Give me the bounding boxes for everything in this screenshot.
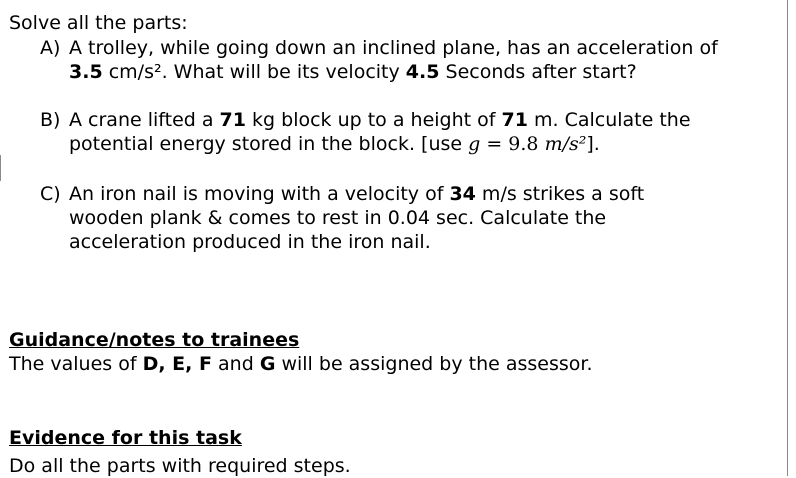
- part-b-mass: 71: [219, 109, 246, 131]
- part-c-label: C): [40, 183, 61, 205]
- part-c-velocity: 34: [449, 183, 476, 205]
- part-b-label: B): [40, 109, 61, 131]
- table-border-left: [0, 155, 1, 181]
- gravity-formula: [468, 133, 586, 155]
- part-b-text3: m. Calculate the: [527, 109, 691, 131]
- guidance-text2: and: [211, 353, 260, 375]
- part-b-text1: A crane lifted a: [69, 109, 220, 131]
- part-a-tail: Seconds after start?: [439, 61, 637, 83]
- part-c-text2: m/s strikes a soft: [475, 183, 645, 205]
- part-b-line1: [69, 108, 691, 132]
- gravity-unit-s: /s²: [562, 133, 587, 155]
- gravity-value: = 9.8: [480, 133, 545, 155]
- part-a-line1: A trolley, while going down an inclined plane, has an acceleration of: [69, 37, 718, 59]
- part-a-line2: [69, 60, 637, 84]
- part-a-accel-unit: cm/s².: [102, 61, 168, 83]
- evidence-title: Evidence for this task: [9, 427, 242, 449]
- gravity-unit-m: m: [544, 133, 563, 155]
- guidance-var-g: G: [259, 353, 276, 375]
- guidance-vars: D, E, F: [142, 353, 212, 375]
- part-a-acceleration: 3.5: [69, 61, 103, 83]
- guidance-text: [9, 352, 593, 376]
- part-b-text2: kg block up to a height of: [246, 109, 502, 131]
- gravity-symbol: g: [468, 133, 481, 155]
- part-b-height: 71: [501, 109, 528, 131]
- guidance-text1: The values of: [9, 353, 143, 375]
- part-c-line3: acceleration produced in the iron nail.: [69, 231, 431, 253]
- part-a-label: A): [40, 37, 61, 59]
- part-c-line1: [69, 182, 644, 206]
- part-c-line2: wooden plank & comes to rest in 0.04 sec. Calculate the: [69, 207, 607, 229]
- table-border-right: [787, 0, 788, 476]
- guidance-title: Guidance/notes to trainees: [9, 329, 300, 351]
- part-a-time: 4.5: [405, 61, 440, 83]
- part-b-text4: potential energy stored in the block. [use: [69, 133, 469, 155]
- part-b-text5: ].: [586, 133, 600, 155]
- evidence-text: Do all the parts with required steps.: [9, 455, 351, 477]
- intro-text: Solve all the parts:: [9, 12, 188, 34]
- guidance-text3: will be assigned by the assessor.: [275, 353, 593, 375]
- part-a-mid: What will be its velocity: [167, 61, 406, 83]
- part-c-text1: An iron nail is moving with a velocity of: [69, 183, 450, 205]
- part-b-line2: [69, 132, 600, 156]
